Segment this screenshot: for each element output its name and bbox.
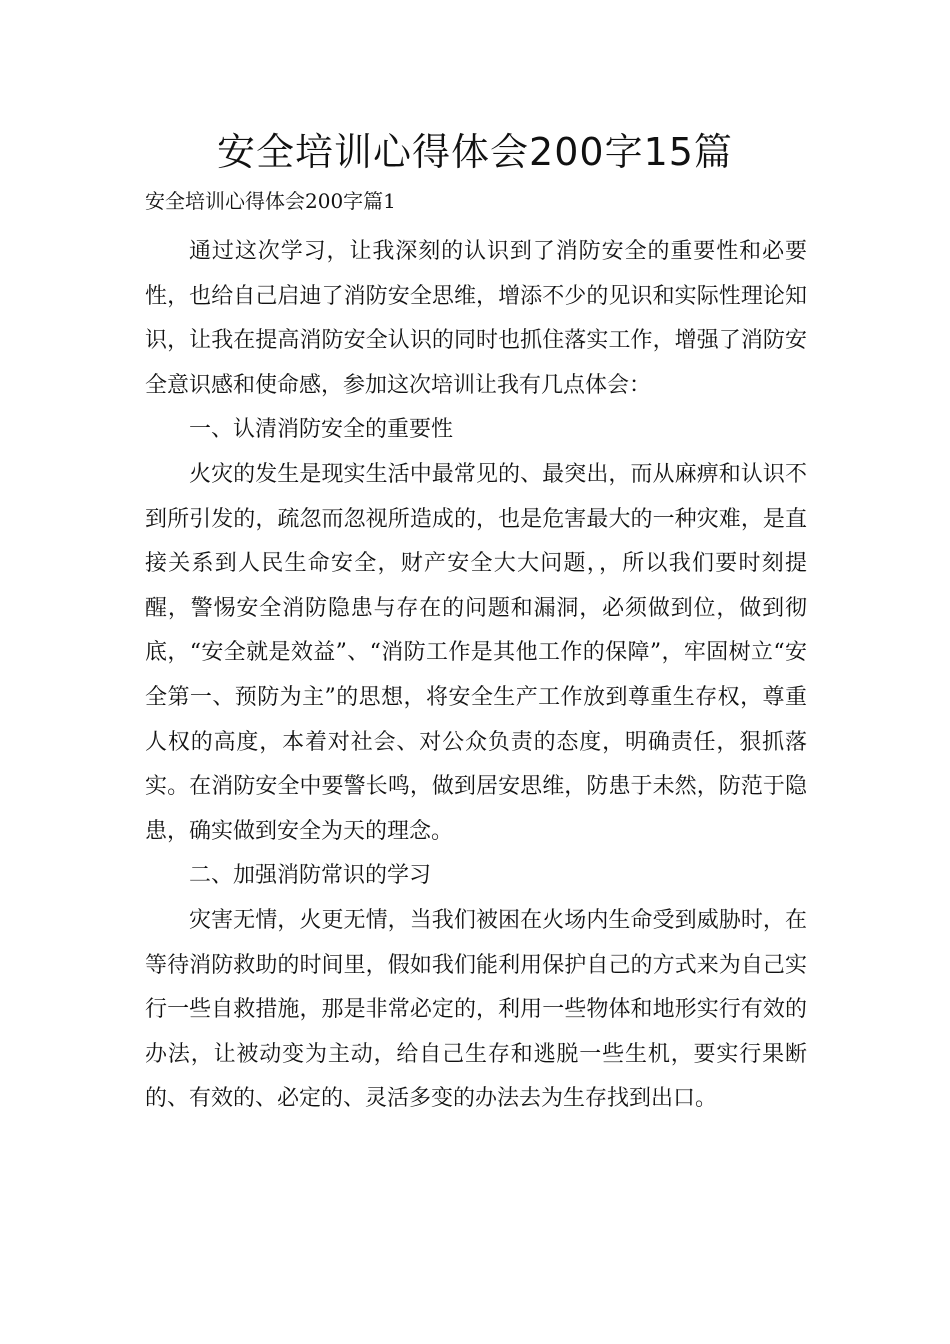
document-body <box>145 230 807 1122</box>
heading-point-one: 一、认清消防安全的重要性 <box>189 417 454 443</box>
document-title: 安全培训心得体会200字15篇 <box>217 130 733 174</box>
paragraph-intro: 通过这次学习，让我深刻的认识到了消防安全的重要性和必要性，也给自己启迪了消防安全思维，增添不少的见识和实际性理论知识，让我在提高消防安全认识的同时也抓住落实工作，增强了消防安全意识感和使命感，参加这次培训让我有几点体会： <box>145 239 807 398</box>
section-subtitle: 安全培训心得体会200字篇1 <box>145 189 396 213</box>
heading-point-two: 二、加强消防常识的学习 <box>189 863 432 889</box>
paragraph-point-one: 火灾的发生是现实生活中最常见的、最突出，而从麻痹和认识不到所引发的，疏忽而忽视所造成的，也是危害最大的一种灾难，是直接关系到人民生命安全，财产安全大大问题，，所以我们要时刻提醒，警惕安全消防隐患与存在的问题和漏洞，必须做到位，做到彻底，“安全就是效益”、“消防工作是其他工作的保障”，牢固树立“安全第一、预防为主”的思想，将安全生产工作放到尊重生存权，尊重人权的高度，本着对社会、对公众负责的态度，明确责任，狠抓落实。在消防安全中要警长鸣，做到居安思维，防患于未然，防范于隐患，确实做到安全为天的理念。 <box>145 461 807 844</box>
paragraph-point-two: 灾害无情，火更无情，当我们被困在火场内生命受到威胁时，在等待消防救助的时间里，假如我们能利用保护自己的方式来为自己实行一些自救措施，那是非常必定的，利用一些物体和地形实行有效的办法，让被动变为主动，给自己生存和逃脱一些生机，要实行果断的、有效的、必定的、灵活多变的办法去为生存找到出口。 <box>145 907 807 1112</box>
